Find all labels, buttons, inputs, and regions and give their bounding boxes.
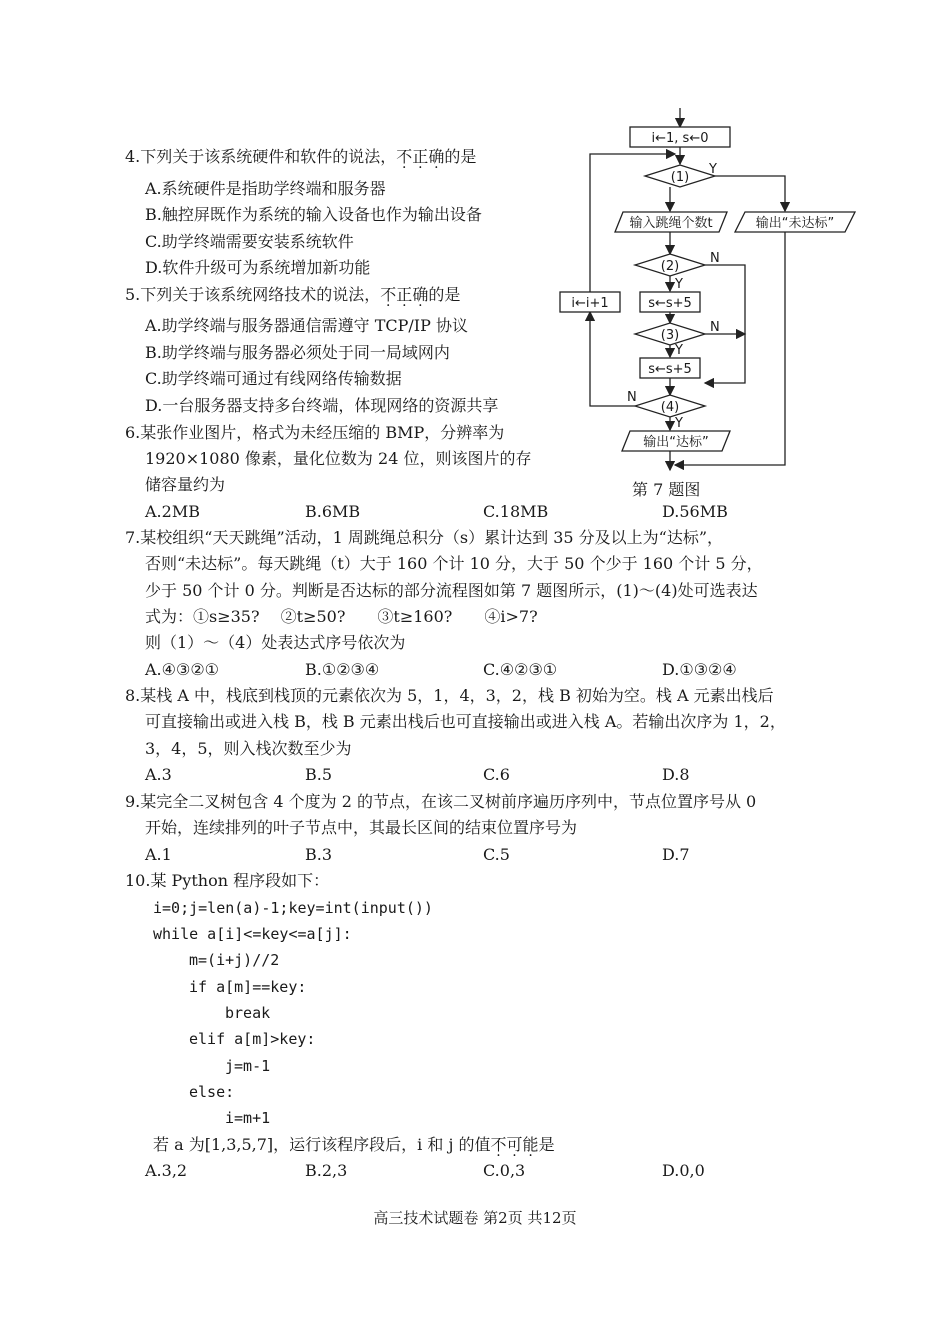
q6-option-a: A.2MB [145, 502, 200, 521]
no-label: N [627, 390, 637, 405]
q6-option-b: B.6MB [305, 502, 361, 521]
emphasis-char: 能 [522, 1135, 539, 1154]
flow-arrow [715, 176, 785, 211]
code-line: if a[m]==key: [189, 978, 307, 996]
q9-line: 9.某完全二叉树包含 4 个度为 2 的节点，在该二叉树前序遍历序列中，节点位置序号从 0 [125, 792, 757, 811]
q9-option-c: C.5 [483, 845, 510, 864]
q6-line: 储容量约为 [145, 475, 226, 494]
q6-option-c: C.18MB [483, 502, 549, 521]
q8-option-a: A.3 [145, 765, 172, 784]
q9-option-b: B.3 [305, 845, 333, 864]
emphasis-char: 不 [490, 1135, 507, 1154]
no-label: N [710, 320, 720, 335]
cond2-label: (2) [660, 259, 680, 274]
cond4-label: (4) [660, 400, 680, 415]
emphasis-char: 不 [396, 147, 413, 166]
q7-line: 则（1）～（4）处表达式序号依次为 [145, 633, 406, 652]
q7-line: 少于 50 个计 0 分。判断是否达标的部分流程图如第 7 题图所示，(1)～(4)处可选表达 [145, 581, 758, 600]
yes-label: Y [675, 343, 683, 358]
code-line: m=(i+j)//2 [189, 951, 280, 969]
q8-line: 8.某栈 A 中，栈底到栈顶的元素依次为 5，1，4，3，2，栈 B 初始为空。栈 A 元素出栈后 [125, 686, 774, 705]
flowchart [555, 105, 865, 475]
q5-option-b: B.助学终端与服务器必须处于同一局域网内 [145, 343, 450, 362]
q4-option-a: A.系统硬件是指助学终端和服务器 [145, 179, 386, 198]
q7-line: 否则“未达标”。每天跳绳（t）大于 160 个计 10 分，大于 50 个少于 160 个计 5 分， [145, 554, 763, 573]
q7-line: 式为：①s≥35? ②t≥50? ③t≥160? ④i>7? [145, 607, 538, 626]
yes-label: Y [675, 416, 683, 431]
q10-question: 若 a 为[1,3,5,7]，运行该程序段后，i 和 j 的值不可能是 [153, 1135, 555, 1154]
q4-option-b: B.触控屏既作为系统的输入设备也作为输出设备 [145, 205, 482, 224]
init-label: i←1, s←0 [651, 131, 709, 146]
flowchart-caption: 第 7 题图 [632, 480, 701, 499]
add2-label: s←s+5 [648, 362, 692, 377]
code-line: elif a[m]>key: [189, 1030, 316, 1048]
q6-option-d: D.56MB [662, 502, 728, 521]
code-line: i=m+1 [225, 1109, 271, 1127]
q4-option-d: D.软件升级可为系统增加新功能 [145, 258, 371, 277]
code-line: while a[i]<=key<=a[j]: [153, 925, 352, 943]
q7-option-c: C.④②③① [483, 660, 558, 679]
emphasis-char: 确 [428, 147, 445, 166]
q4-option-c: C.助学终端需要安装系统软件 [145, 232, 354, 251]
out-pass-label: 输出“达标” [643, 435, 709, 450]
q10-stem: 10.某 Python 程序段如下： [125, 871, 330, 890]
q10-option-a: A.3,2 [145, 1161, 188, 1180]
q8-option-c: C.6 [483, 765, 510, 784]
code-line: else: [189, 1083, 235, 1101]
emphasis-char: 正 [396, 285, 413, 304]
q8-line: 3，4，5，则入栈次数至少为 [145, 739, 352, 758]
add1-label: s←s+5 [648, 296, 692, 311]
q7-option-b: B.①②③④ [305, 660, 380, 679]
q9-line: 开始，连续排列的叶子节点中，其最长区间的结束位置序号为 [145, 818, 578, 837]
code-line: j=m-1 [225, 1057, 271, 1075]
yes-label: Y [675, 277, 683, 292]
cond3-label: (3) [660, 328, 680, 343]
emphasis-char: 确 [412, 285, 429, 304]
out-fail-label: 输出“未达标” [755, 216, 835, 231]
emphasis-char: 不 [380, 285, 397, 304]
q8-option-b: B.5 [305, 765, 333, 784]
page-footer: 高三技术试题卷 第2页 共12页 [373, 1209, 577, 1227]
q6-line: 6.某张作业图片，格式为未经压缩的 BMP，分辨率为 [125, 423, 505, 442]
q9-option-a: A.1 [145, 845, 172, 864]
q4-stem: 4.下列关于该系统硬件和软件的说法，不正确的是 [125, 147, 477, 166]
code-line: i=0;j=len(a)-1;key=int(input()) [153, 899, 433, 917]
q5-stem: 5.下列关于该系统网络技术的说法，不正确的是 [125, 285, 461, 304]
no-label: N [710, 251, 720, 266]
q10-option-b: B.2,3 [305, 1161, 348, 1180]
q7-option-a: A.④③②① [145, 660, 220, 679]
yes-label: Y [709, 162, 717, 177]
emphasis-char: 可 [506, 1135, 523, 1154]
q7-option-d: D.①③②④ [662, 660, 737, 679]
cond1-label: (1) [670, 170, 690, 185]
q5-option-d: D.一台服务器支持多台终端，体现网络的资源共享 [145, 396, 499, 415]
incr-label: i←i+1 [571, 296, 609, 311]
q10-option-d: D.0,0 [662, 1161, 705, 1180]
emphasis-char: 正 [412, 147, 429, 166]
code-line: break [225, 1004, 271, 1022]
q7-line: 7.某校组织“天天跳绳”活动，1 周跳绳总积分（s）累计达到 35 分及以上为“达标”， [125, 528, 723, 547]
q5-option-c: C.助学终端可通过有线网络传输数据 [145, 369, 402, 388]
q5-option-a: A.助学终端与服务器通信需遵守 TCP/IP 协议 [145, 316, 468, 335]
q10-option-c: C.0,3 [483, 1161, 526, 1180]
q9-option-d: D.7 [662, 845, 690, 864]
input-label: 输入跳绳个数t [629, 216, 713, 231]
q8-option-d: D.8 [662, 765, 690, 784]
q8-line: 可直接输出或进入栈 B，栈 B 元素出栈后也可直接输出或进入栈 A。若输出次序为 1，2， [145, 712, 786, 731]
q6-line: 1920×1080 像素，量化位数为 24 位，则该图片的存 [145, 449, 532, 468]
